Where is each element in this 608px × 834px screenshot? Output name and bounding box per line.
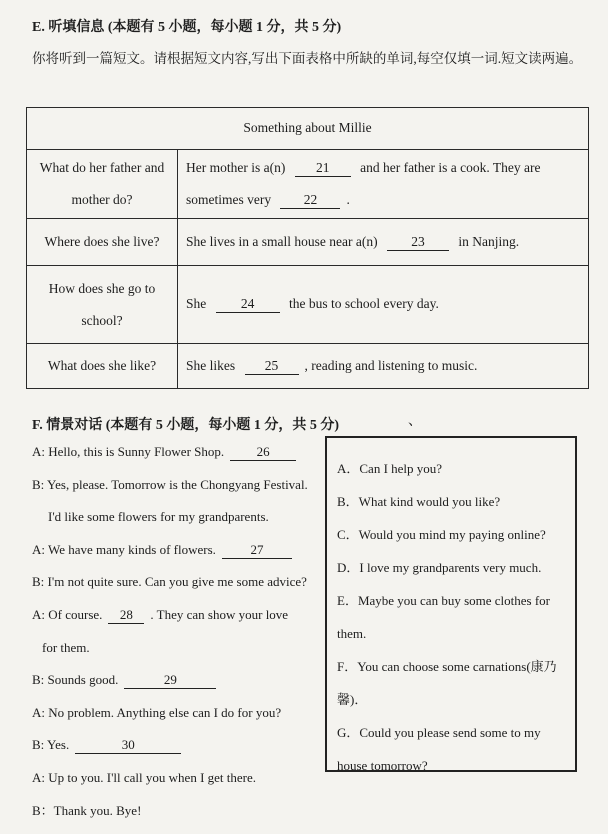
option-c: C．Would you mind my paying online? [337, 527, 546, 542]
dialog-line: B: I'm not quite sure. Can you give me some advice? [32, 574, 307, 590]
row-answer [178, 266, 589, 344]
blank-25[interactable]: 25 [245, 358, 299, 375]
table-row [27, 266, 589, 344]
section-e-instructions: 你将听到一篇短文。请根据短文内容,写出下面表格中所缺的单词,每空仅填一词.短文读两遍。 [32, 51, 583, 66]
blank-21[interactable]: 21 [295, 160, 351, 177]
table-row [27, 149, 589, 218]
section-f-heading: F. 情景对话 (本题有 5 小题，每小题 1 分，共 5 分) [32, 418, 340, 433]
row-answer [178, 149, 589, 218]
table-row [27, 219, 589, 266]
dialog-line: I'd like some flowers for my grandparents. [48, 509, 269, 525]
dialog-line: B：Thank you. Bye! [32, 802, 142, 818]
option-a: A．Can I help you? [337, 461, 443, 476]
answer-text: She [186, 296, 207, 312]
row-question: What do her father and mother do? [27, 149, 178, 218]
dialog-line: B: Yes. 30 [32, 736, 332, 769]
blank-26[interactable]: 26 [230, 444, 296, 461]
option-g-cont: house tomorrow? [337, 758, 428, 773]
row-answer [178, 344, 589, 389]
blank-30[interactable]: 30 [75, 737, 181, 754]
blank-29[interactable]: 29 [124, 672, 216, 689]
option-e-cont: them. [337, 626, 367, 641]
dialog-line: A: Of course. 28 . They can show your love [32, 606, 289, 622]
answer-text: She likes [186, 357, 236, 373]
answer-text: . [346, 192, 350, 208]
option-b: B．What kind would you like? [337, 494, 501, 509]
table-title: Something about Millie [27, 108, 589, 150]
info-table [26, 107, 589, 389]
option-f: F．You can choose some carnations(康乃 [337, 659, 557, 674]
option-g: G．Could you please send some to my [337, 725, 541, 740]
blank-23[interactable]: 23 [387, 234, 449, 251]
option-e: E．Maybe you can buy some clothes for [337, 593, 551, 608]
dialog-line: A: Hello, this is Sunny Flower Shop. 26 [32, 443, 332, 476]
dialog-line: B: Yes, please. Tomorrow is the Chongyang Festival. [32, 476, 308, 492]
blank-24[interactable]: 24 [216, 296, 280, 313]
section-e [32, 18, 592, 74]
row-answer [178, 219, 589, 266]
blank-22[interactable]: 22 [280, 192, 340, 209]
blank-27[interactable]: 27 [222, 542, 292, 559]
dialog-line: B: Sounds good. 29 [32, 671, 332, 704]
row-question: How does she go to school? [27, 266, 178, 344]
stray-mark: 、 [408, 414, 422, 429]
blank-28[interactable]: 28 [108, 607, 144, 624]
dialog-line: for them. [42, 639, 90, 655]
option-f-cont: 馨)． [337, 692, 368, 707]
row-question: Where does she live? [27, 219, 178, 266]
dialog-line: A: No problem. Anything else can I do for you? [32, 704, 282, 720]
table-row [27, 344, 589, 389]
row-question: What does she like? [27, 344, 178, 389]
section-e-heading: E. 听填信息 (本题有 5 小题，每小题 1 分，共 5 分) [32, 20, 342, 35]
answer-text: the bus to school every day. [289, 296, 439, 312]
dialog [32, 443, 332, 834]
option-d: D．I love my grandparents very much. [337, 560, 542, 575]
answer-text: Her mother is a(n) [186, 160, 286, 176]
dialog-line: A: We have many kinds of flowers. 27 [32, 541, 332, 574]
options-box [325, 436, 577, 772]
answer-text: She lives in a small house near a(n) [186, 233, 378, 249]
answer-text: and her father is a cook. They are sometimes very [186, 160, 541, 208]
dialog-line: A: Up to you. I'll call you when I get there. [32, 769, 257, 785]
answer-text: , reading and listening to music. [304, 357, 478, 373]
answer-text: in Nanjing. [458, 233, 520, 249]
